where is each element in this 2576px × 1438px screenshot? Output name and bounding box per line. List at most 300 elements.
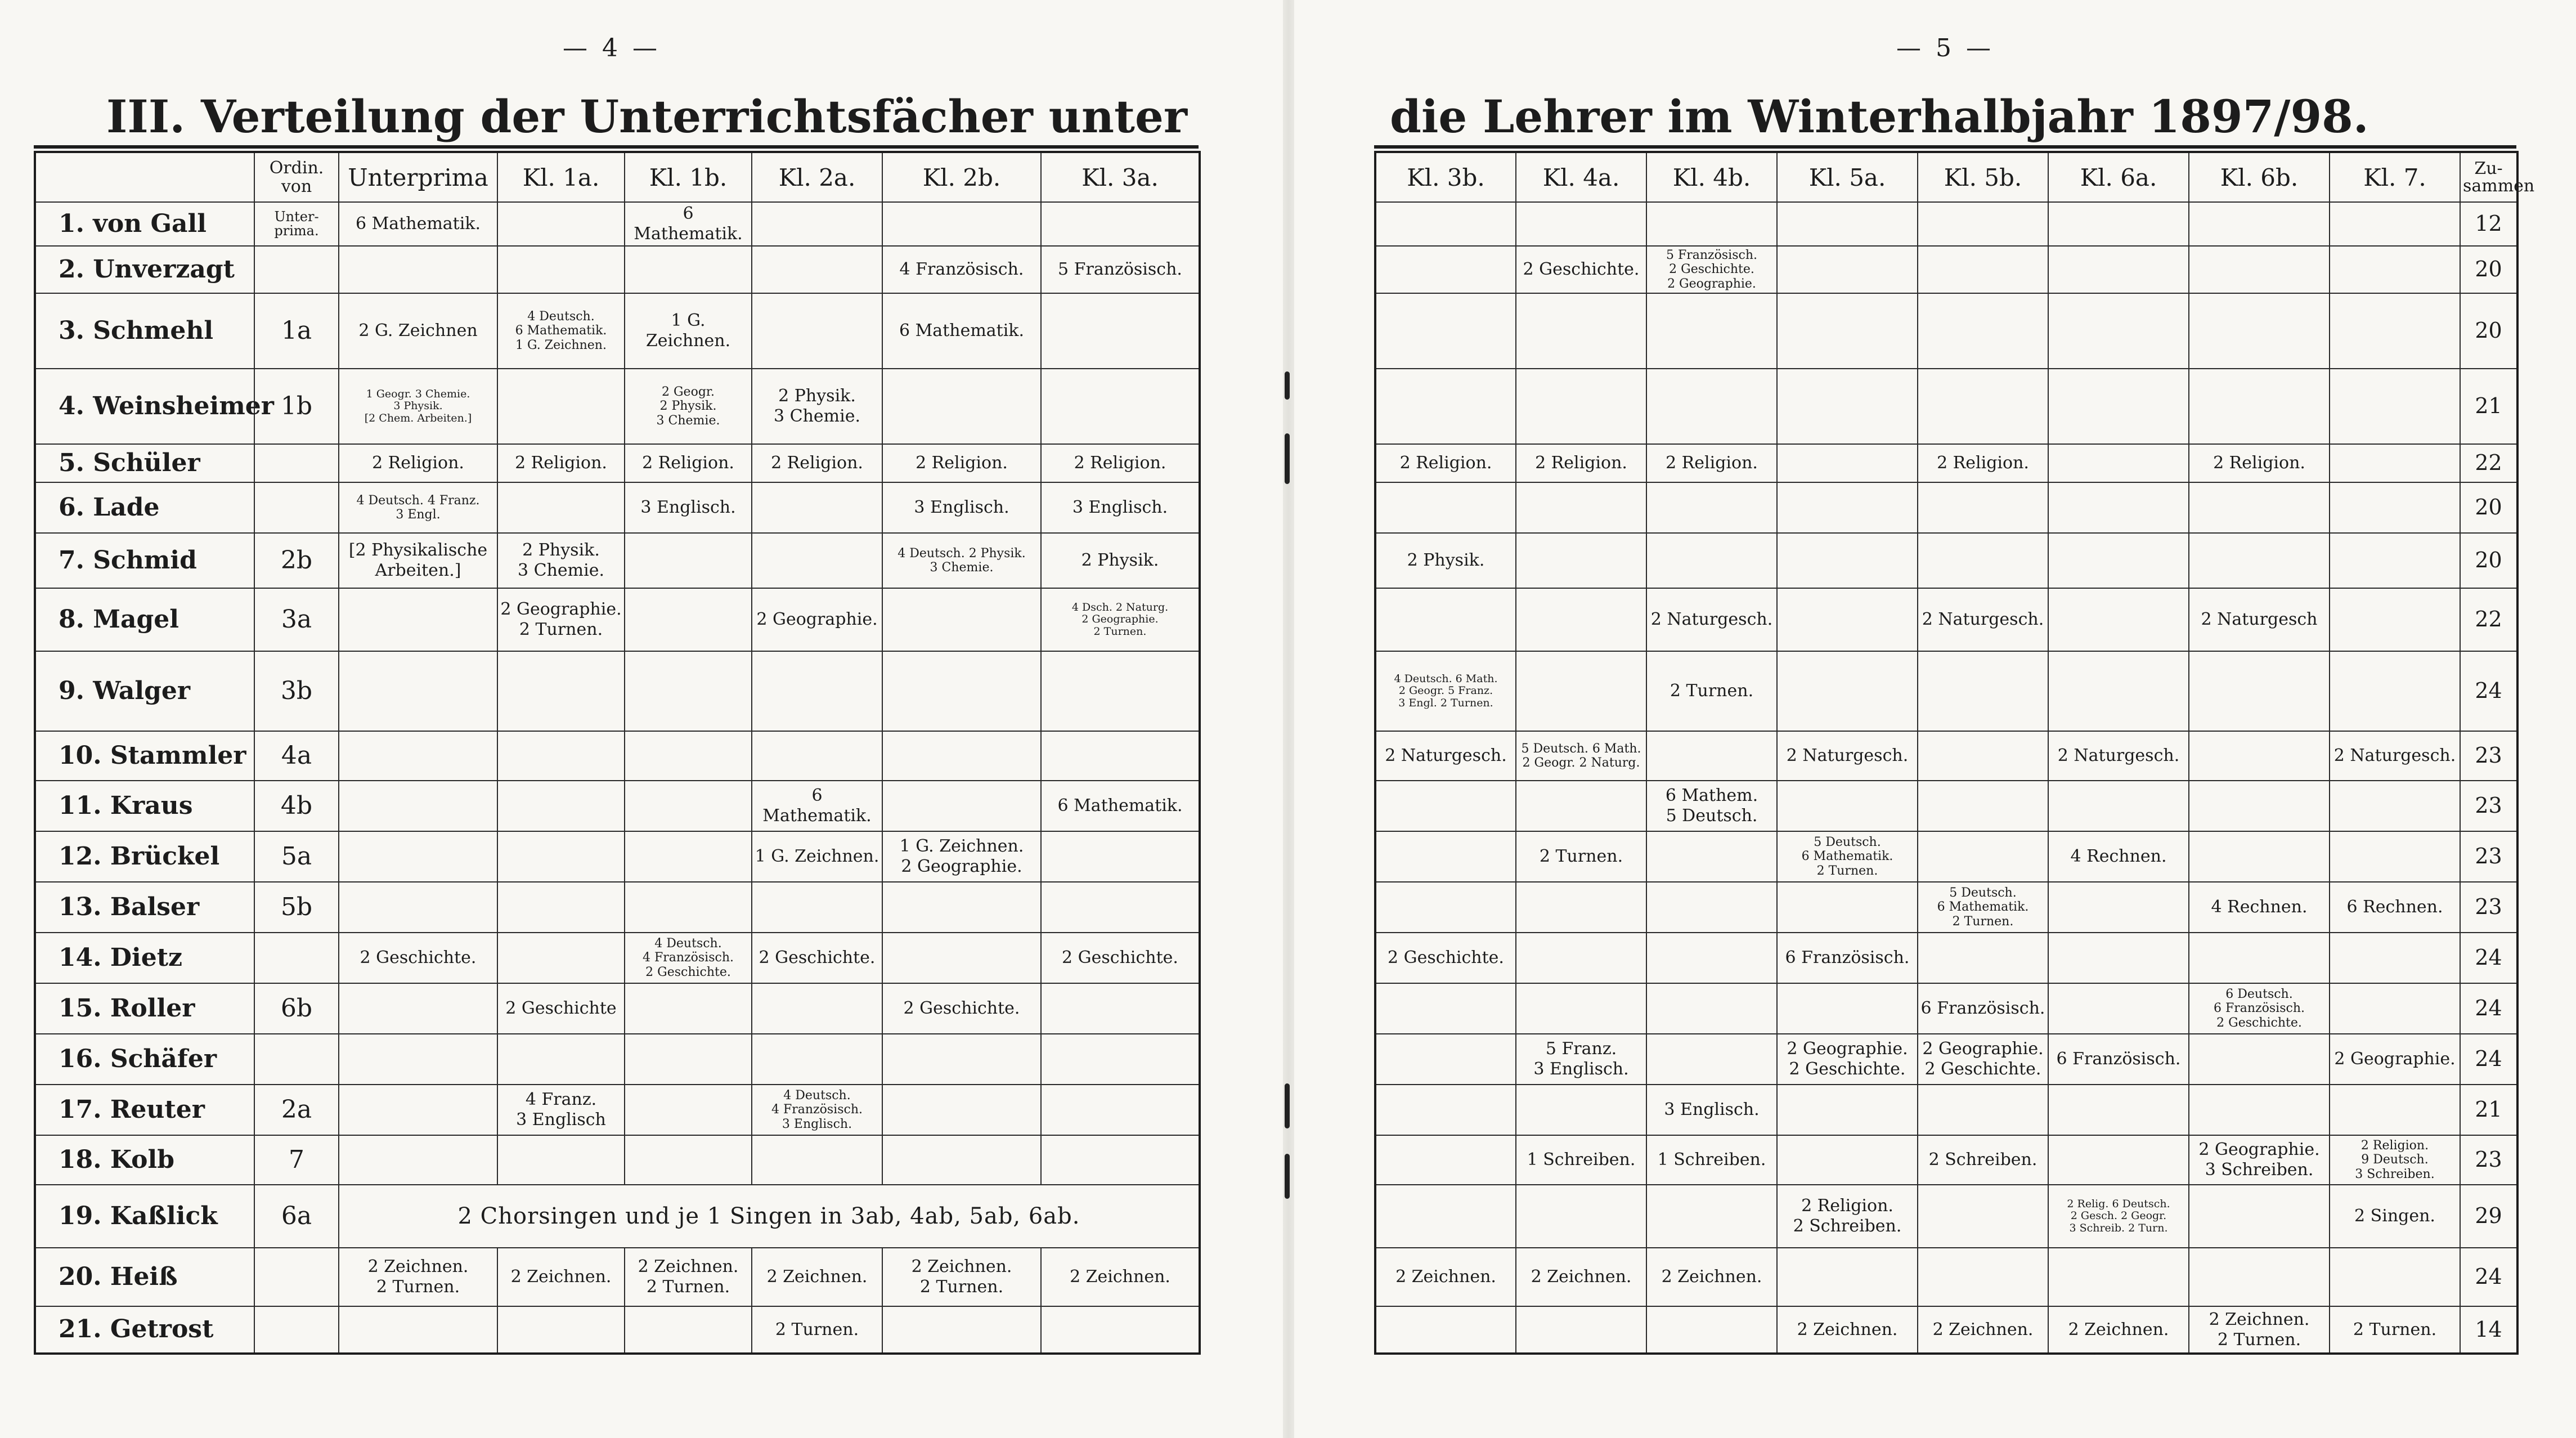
subject-cell xyxy=(497,831,625,882)
subject-cell xyxy=(2048,246,2189,293)
subject-cell: 2 Naturgesch. xyxy=(1375,731,1516,781)
subject-cell: 2 Zeichnen. xyxy=(1041,1248,1200,1306)
teacher-name: 17. Reuter xyxy=(35,1085,254,1135)
subject-cell xyxy=(752,882,882,933)
subject-cell xyxy=(882,588,1041,651)
ordinarius-class xyxy=(254,246,339,293)
left-page xyxy=(0,0,1283,1438)
binding-stitch xyxy=(1285,433,1290,484)
subject-cell: 5 Deutsch. 6 Mathematik. 2 Turnen. xyxy=(1918,882,2048,933)
column-header: Kl. 4b. xyxy=(1646,152,1777,202)
table-row xyxy=(1375,1034,2517,1085)
subject-cell: 3 Englisch. xyxy=(625,482,752,533)
subject-cell xyxy=(2189,1034,2330,1085)
subject-cell xyxy=(497,651,625,731)
subject-cell xyxy=(752,293,882,369)
subject-cell: 5 Deutsch. 6 Math. 2 Geogr. 2 Naturg. xyxy=(1516,731,1646,781)
teacher-name: 5. Schüler xyxy=(35,444,254,482)
subject-cell: 2 Religion. xyxy=(882,444,1041,482)
subject-cell xyxy=(1375,882,1516,933)
subject-cell xyxy=(2189,1085,2330,1135)
subject-cell: 4 Deutsch. 4 Französisch. 3 Englisch. xyxy=(752,1085,882,1135)
subject-cell: 2 Religion. xyxy=(1041,444,1200,482)
subject-cell xyxy=(1918,933,2048,983)
subject-cell xyxy=(1516,1306,1646,1354)
total-hours: 21 xyxy=(2460,1085,2517,1135)
column-header: Kl. 2b. xyxy=(882,152,1041,202)
subject-cell xyxy=(339,1135,497,1185)
total-hours: 21 xyxy=(2460,369,2517,444)
table-row xyxy=(1375,933,2517,983)
subject-cell: 2 Physik. 3 Chemie. xyxy=(752,369,882,444)
ordinarius-class: 6b xyxy=(254,983,339,1034)
subject-cell xyxy=(1041,882,1200,933)
subject-cell xyxy=(1375,588,1516,651)
subject-cell: 1 Schreiben. xyxy=(1646,1135,1777,1185)
subject-cell: 2 Geogr. 2 Physik. 3 Chemie. xyxy=(625,369,752,444)
table-row xyxy=(1375,882,2517,933)
subject-cell xyxy=(882,1085,1041,1135)
teacher-name: 12. Brückel xyxy=(35,831,254,882)
subject-cell xyxy=(339,781,497,831)
subject-cell xyxy=(2189,933,2330,983)
subject-cell: 2 Geographie. xyxy=(2330,1034,2460,1085)
teacher-name: 19. Kaßlick xyxy=(35,1185,254,1248)
ordinarius-class: 7 xyxy=(254,1135,339,1185)
subject-cell xyxy=(625,1135,752,1185)
subject-cell xyxy=(2330,1248,2460,1306)
table-row xyxy=(1375,293,2517,369)
subject-cell: 2 Geschichte. xyxy=(752,933,882,983)
subject-cell xyxy=(1516,781,1646,831)
subject-cell xyxy=(339,731,497,781)
table-row xyxy=(35,482,1200,533)
ordinarius-class: Unter- prima. xyxy=(254,202,339,246)
subject-cell xyxy=(1041,369,1200,444)
subject-cell xyxy=(1041,1306,1200,1354)
subject-cell: 5 Französisch. 2 Geschichte. 2 Geographie. xyxy=(1646,246,1777,293)
subject-cell xyxy=(1375,293,1516,369)
subject-cell xyxy=(339,246,497,293)
table-row xyxy=(1375,588,2517,651)
subject-cell xyxy=(2330,444,2460,482)
subject-cell xyxy=(1516,202,1646,246)
subject-cell xyxy=(1375,246,1516,293)
subject-cell xyxy=(1041,731,1200,781)
table-row xyxy=(35,1248,1200,1306)
subject-cell xyxy=(1777,1085,1918,1135)
subject-cell xyxy=(1375,1306,1516,1354)
subject-cell xyxy=(625,781,752,831)
subject-cell xyxy=(1375,202,1516,246)
subject-cell: 2 Geschichte. xyxy=(339,933,497,983)
teacher-name: 20. Heiß xyxy=(35,1248,254,1306)
subject-cell xyxy=(1918,293,2048,369)
subject-cell xyxy=(752,482,882,533)
subject-cell xyxy=(1375,831,1516,882)
teacher-name: 21. Getrost xyxy=(35,1306,254,1354)
total-hours: 24 xyxy=(2460,651,2517,731)
subject-cell: 2 Religion. xyxy=(497,444,625,482)
column-header xyxy=(35,152,254,202)
subject-cell: 5 Deutsch. 6 Mathematik. 2 Turnen. xyxy=(1777,831,1918,882)
subject-cell xyxy=(1516,1185,1646,1248)
binding-stitch xyxy=(1285,371,1290,400)
ordinarius-class: 5b xyxy=(254,882,339,933)
subject-cell xyxy=(1516,983,1646,1034)
subject-cell: 2 Naturgesch. xyxy=(1918,588,2048,651)
teacher-assignment-table-right xyxy=(1374,151,2535,1355)
teacher-name: 6. Lade xyxy=(35,482,254,533)
subject-cell xyxy=(497,1034,625,1085)
subject-cell: 2 Physik. xyxy=(1375,533,1516,588)
subject-cell: 4 Französisch. xyxy=(882,246,1041,293)
column-header: Kl. 5b. xyxy=(1918,152,2048,202)
subject-cell: 2 Religion. xyxy=(2189,444,2330,482)
subject-cell: 2 Religion. xyxy=(752,444,882,482)
total-hours: 23 xyxy=(2460,1135,2517,1185)
ordinarius-class: 2a xyxy=(254,1085,339,1135)
subject-cell xyxy=(2048,1135,2189,1185)
teacher-name: 13. Balser xyxy=(35,882,254,933)
teacher-name: 1. von Gall xyxy=(35,202,254,246)
subject-cell xyxy=(2048,293,2189,369)
subject-cell: 2 Religion. 9 Deutsch. 3 Schreiben. xyxy=(2330,1135,2460,1185)
table-row xyxy=(35,831,1200,882)
ordinarius-class: 4a xyxy=(254,731,339,781)
column-header: Unterprima xyxy=(339,152,497,202)
subject-cell: 2 Zeichnen. xyxy=(1918,1306,2048,1354)
table-row xyxy=(35,882,1200,933)
teacher-name: 7. Schmid xyxy=(35,533,254,588)
subject-cell xyxy=(625,246,752,293)
subject-cell xyxy=(882,369,1041,444)
column-header: Kl. 6a. xyxy=(2048,152,2189,202)
subject-cell xyxy=(1646,1306,1777,1354)
table-row xyxy=(35,588,1200,651)
subject-cell xyxy=(1777,1248,1918,1306)
subject-cell xyxy=(1918,1185,2048,1248)
subject-cell xyxy=(497,731,625,781)
subject-cell xyxy=(1777,482,1918,533)
page-heading: die Lehrer im Winterhalbjahr 1897/98. xyxy=(1390,90,2369,143)
subject-cell xyxy=(1375,1085,1516,1135)
subject-cell xyxy=(1516,651,1646,731)
subject-cell xyxy=(2189,369,2330,444)
table-row xyxy=(1375,651,2517,731)
subject-cell: 2 Zeichnen. 2 Turnen. xyxy=(2189,1306,2330,1354)
subject-cell: 2 Naturgesch xyxy=(2189,588,2330,651)
subject-cell xyxy=(1375,781,1516,831)
subject-cell xyxy=(882,202,1041,246)
teacher-name: 4. Weinsheimer xyxy=(35,369,254,444)
subject-cell: 5 Franz. 3 Englisch. xyxy=(1516,1034,1646,1085)
column-header: Kl. 1a. xyxy=(497,152,625,202)
subject-cell: 2 Turnen. xyxy=(1646,651,1777,731)
heading-rule xyxy=(1374,145,2516,149)
subject-cell xyxy=(625,533,752,588)
subject-cell xyxy=(2048,202,2189,246)
total-hours: 12 xyxy=(2460,202,2517,246)
subject-cell xyxy=(1041,293,1200,369)
subject-cell xyxy=(2048,482,2189,533)
subject-cell xyxy=(339,1085,497,1135)
subject-cell: 4 Dsch. 2 Naturg. 2 Geographie. 2 Turnen. xyxy=(1041,588,1200,651)
table-header-row xyxy=(35,152,1200,202)
teacher-name: 2. Unverzagt xyxy=(35,246,254,293)
subject-cell xyxy=(2048,444,2189,482)
subject-cell xyxy=(2330,533,2460,588)
binding-stitch xyxy=(1285,1154,1290,1199)
ordinarius-class: 1a xyxy=(254,293,339,369)
right-page xyxy=(1294,0,2576,1438)
subject-cell: 2 Religion. xyxy=(1918,444,2048,482)
subject-cell xyxy=(2189,781,2330,831)
table-row xyxy=(35,369,1200,444)
subject-cell xyxy=(2189,731,2330,781)
subject-cell xyxy=(1777,533,1918,588)
subject-cell xyxy=(2330,983,2460,1034)
teacher-name: 3. Schmehl xyxy=(35,293,254,369)
table-row xyxy=(1375,983,2517,1034)
subject-cell: 2 Turnen. xyxy=(752,1306,882,1354)
subject-cell xyxy=(1646,1034,1777,1085)
ordinarius-class: 6a xyxy=(254,1185,339,1248)
subject-cell xyxy=(752,202,882,246)
subject-cell: 6 Mathematik. xyxy=(752,781,882,831)
subject-cell: 6 Mathematik. xyxy=(1041,781,1200,831)
total-hours: 24 xyxy=(2460,983,2517,1034)
subject-cell xyxy=(1777,588,1918,651)
subject-cell: 6 Französisch. xyxy=(1918,983,2048,1034)
subject-cell xyxy=(1918,202,2048,246)
subject-cell: 6 Mathem. 5 Deutsch. xyxy=(1646,781,1777,831)
subject-cell xyxy=(1646,202,1777,246)
subject-cell: 2 Singen. xyxy=(2330,1185,2460,1248)
ordinarius-class xyxy=(254,444,339,482)
table-row xyxy=(35,246,1200,293)
subject-cell: 2 Religion. xyxy=(1516,444,1646,482)
subject-cell: 1 G. Zeichnen. 2 Geographie. xyxy=(882,831,1041,882)
subject-cell xyxy=(2189,1185,2330,1248)
ordinarius-class xyxy=(254,1034,339,1085)
subject-cell xyxy=(882,1034,1041,1085)
teacher-name: 18. Kolb xyxy=(35,1135,254,1185)
ordinarius-class: 5a xyxy=(254,831,339,882)
subject-cell xyxy=(1516,533,1646,588)
total-hours: 20 xyxy=(2460,293,2517,369)
subject-cell xyxy=(1646,482,1777,533)
subject-cell xyxy=(752,1135,882,1185)
subject-cell xyxy=(497,482,625,533)
table-row xyxy=(1375,1085,2517,1135)
subject-cell xyxy=(1375,983,1516,1034)
subject-cell xyxy=(625,882,752,933)
subject-cell xyxy=(2048,781,2189,831)
ordinarius-class xyxy=(254,933,339,983)
subject-cell xyxy=(1375,1135,1516,1185)
subject-cell: 2 Zeichnen. xyxy=(1375,1248,1516,1306)
subject-cell xyxy=(2330,781,2460,831)
subject-cell: 2 Geographie. 2 Geschichte. xyxy=(1918,1034,2048,1085)
column-header: Kl. 3a. xyxy=(1041,152,1200,202)
subject-cell: 2 Zeichnen. xyxy=(497,1248,625,1306)
table-row xyxy=(1375,369,2517,444)
subject-cell xyxy=(1646,293,1777,369)
total-hours: 23 xyxy=(2460,731,2517,781)
subject-cell: 4 Deutsch. 6 Mathematik. 1 G. Zeichnen. xyxy=(497,293,625,369)
table-row xyxy=(35,933,1200,983)
table-row xyxy=(35,1085,1200,1135)
subject-cell xyxy=(882,933,1041,983)
column-header: Kl. 5a. xyxy=(1777,152,1918,202)
subject-cell: 2 Geographie. xyxy=(752,588,882,651)
column-header: Kl. 7. xyxy=(2330,152,2460,202)
table-row xyxy=(35,293,1200,369)
subject-cell xyxy=(625,1085,752,1135)
total-hours: 24 xyxy=(2460,933,2517,983)
teacher-name: 8. Magel xyxy=(35,588,254,651)
subject-cell xyxy=(2330,293,2460,369)
subject-cell xyxy=(339,651,497,731)
subject-cell xyxy=(1777,983,1918,1034)
subject-cell: 2 Physik. 3 Chemie. xyxy=(497,533,625,588)
subject-cell xyxy=(2330,588,2460,651)
teacher-name: 16. Schäfer xyxy=(35,1034,254,1085)
subject-cell: 4 Deutsch. 4 Französisch. 2 Geschichte. xyxy=(625,933,752,983)
subject-cell xyxy=(1777,293,1918,369)
spanning-note: 2 Chorsingen und je 1 Singen in 3ab, 4ab, 5ab, 6ab. xyxy=(339,1185,1200,1248)
total-hours: 29 xyxy=(2460,1185,2517,1248)
subject-cell: 2 G. Zeichnen xyxy=(339,293,497,369)
subject-cell: 2 Geschichte. xyxy=(1375,933,1516,983)
subject-cell: 6 Mathematik. xyxy=(339,202,497,246)
subject-cell xyxy=(2048,651,2189,731)
subject-cell xyxy=(1516,933,1646,983)
subject-cell: 5 Französisch. xyxy=(1041,246,1200,293)
subject-cell: 2 Religion. 2 Schreiben. xyxy=(1777,1185,1918,1248)
table-row xyxy=(35,781,1200,831)
subject-cell xyxy=(497,781,625,831)
subject-cell xyxy=(1041,831,1200,882)
subject-cell xyxy=(2048,983,2189,1034)
subject-cell xyxy=(497,369,625,444)
subject-cell: 2 Naturgesch. xyxy=(1777,731,1918,781)
subject-cell xyxy=(1777,882,1918,933)
column-header: Ordin. von xyxy=(254,152,339,202)
subject-cell xyxy=(339,1306,497,1354)
subject-cell xyxy=(339,588,497,651)
subject-cell xyxy=(882,781,1041,831)
table-row xyxy=(1375,731,2517,781)
subject-cell xyxy=(625,831,752,882)
subject-cell: 2 Religion. xyxy=(339,444,497,482)
ordinarius-class: 1b xyxy=(254,369,339,444)
subject-cell xyxy=(1516,369,1646,444)
subject-cell: 2 Zeichnen. xyxy=(2048,1306,2189,1354)
subject-cell xyxy=(1041,202,1200,246)
teacher-assignment-table-left xyxy=(34,151,1201,1355)
subject-cell: 2 Geographie. 2 Turnen. xyxy=(497,588,625,651)
subject-cell xyxy=(2330,933,2460,983)
subject-cell xyxy=(2189,482,2330,533)
subject-cell: 2 Relig. 6 Deutsch. 2 Gesch. 2 Geogr. 3 Schreib. 2 Turn. xyxy=(2048,1185,2189,1248)
subject-cell xyxy=(1646,533,1777,588)
total-hours: 20 xyxy=(2460,482,2517,533)
subject-cell: 2 Zeichnen. 2 Turnen. xyxy=(882,1248,1041,1306)
subject-cell xyxy=(1375,1034,1516,1085)
subject-cell xyxy=(1918,1248,2048,1306)
column-header-total: Zu- sammen xyxy=(2460,152,2517,202)
page-number: — 4 — xyxy=(563,34,661,62)
subject-cell: 3 Englisch. xyxy=(1041,482,1200,533)
subject-cell xyxy=(1041,1135,1200,1185)
column-header: Kl. 4a. xyxy=(1516,152,1646,202)
table-row xyxy=(35,983,1200,1034)
subject-cell xyxy=(497,246,625,293)
subject-cell xyxy=(882,651,1041,731)
subject-cell xyxy=(1918,369,2048,444)
subject-cell xyxy=(339,882,497,933)
table-row xyxy=(35,1135,1200,1185)
subject-cell: 2 Zeichnen. 2 Turnen. xyxy=(625,1248,752,1306)
ordinarius-class xyxy=(254,482,339,533)
subject-cell xyxy=(2048,1085,2189,1135)
ordinarius-class: 3b xyxy=(254,651,339,731)
subject-cell xyxy=(1375,482,1516,533)
subject-cell xyxy=(2330,1085,2460,1135)
subject-cell xyxy=(497,1306,625,1354)
subject-cell xyxy=(1918,1085,2048,1135)
table-row xyxy=(35,533,1200,588)
subject-cell: 2 Naturgesch. xyxy=(2048,731,2189,781)
column-header: Kl. 2a. xyxy=(752,152,882,202)
subject-cell xyxy=(1646,831,1777,882)
subject-cell xyxy=(339,983,497,1034)
ordinarius-class: 2b xyxy=(254,533,339,588)
subject-cell: 2 Geschichte xyxy=(497,983,625,1034)
teacher-name: 14. Dietz xyxy=(35,933,254,983)
subject-cell xyxy=(1918,781,2048,831)
table-row xyxy=(1375,444,2517,482)
subject-cell xyxy=(1375,369,1516,444)
subject-cell xyxy=(1516,1085,1646,1135)
table-row xyxy=(35,202,1200,246)
subject-cell xyxy=(1918,533,2048,588)
subject-cell xyxy=(339,1034,497,1085)
table-row xyxy=(1375,533,2517,588)
teacher-name: 9. Walger xyxy=(35,651,254,731)
table-row xyxy=(1375,1248,2517,1306)
subject-cell: 2 Zeichnen. xyxy=(1516,1248,1646,1306)
subject-cell xyxy=(1777,651,1918,731)
subject-cell xyxy=(1646,983,1777,1034)
heading-rule xyxy=(34,145,1199,149)
subject-cell xyxy=(2048,533,2189,588)
subject-cell xyxy=(2048,933,2189,983)
total-hours: 20 xyxy=(2460,246,2517,293)
page-number: — 5 — xyxy=(1896,34,1994,62)
subject-cell: 2 Naturgesch. xyxy=(2330,731,2460,781)
table-row xyxy=(35,444,1200,482)
subject-cell xyxy=(2330,482,2460,533)
subject-cell xyxy=(2330,369,2460,444)
subject-cell xyxy=(1646,369,1777,444)
subject-cell xyxy=(625,983,752,1034)
subject-cell: 3 Englisch. xyxy=(1646,1085,1777,1135)
subject-cell: 2 Zeichnen. xyxy=(1777,1306,1918,1354)
subject-cell xyxy=(625,731,752,781)
